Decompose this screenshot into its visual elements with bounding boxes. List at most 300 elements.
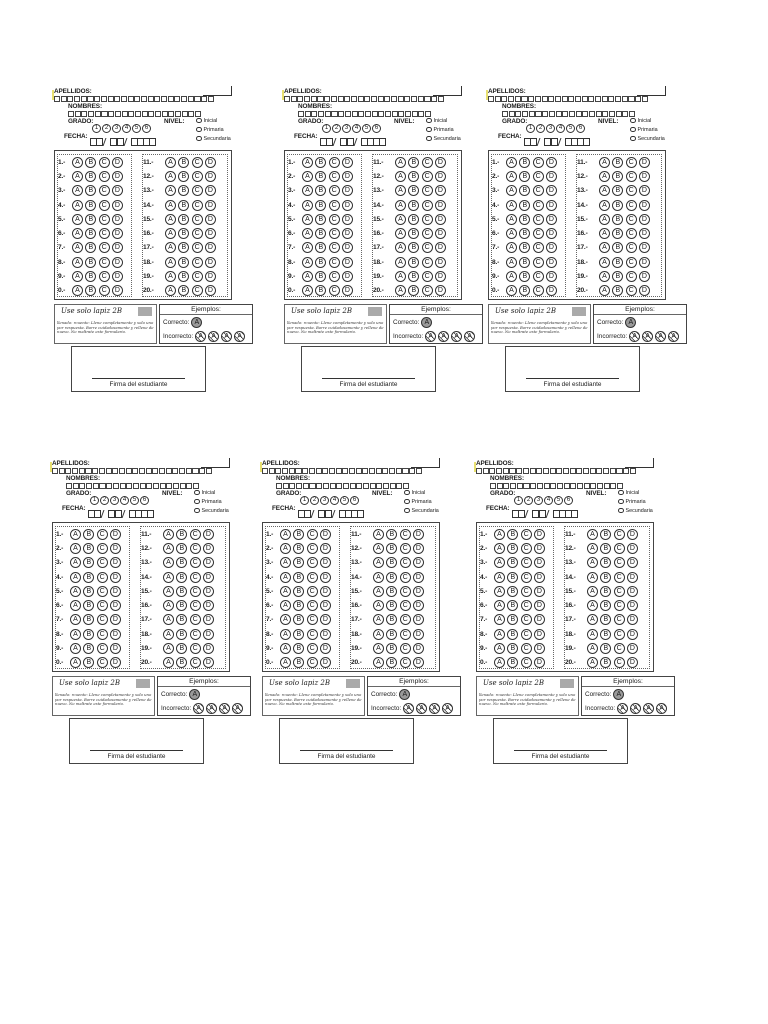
answer-bubble-c[interactable]: C (614, 600, 625, 611)
letter-box[interactable] (87, 96, 93, 102)
letter-box[interactable] (616, 468, 622, 474)
radio-circle[interactable] (426, 118, 432, 124)
answer-bubble-c[interactable]: C (307, 572, 318, 583)
letter-box[interactable] (398, 96, 404, 102)
answer-bubble-d[interactable]: D (342, 271, 353, 282)
answer-bubble-b[interactable]: B (293, 614, 304, 625)
answer-bubble-a[interactable]: A (302, 171, 313, 182)
letter-box[interactable] (510, 483, 516, 489)
letter-box[interactable] (528, 96, 534, 102)
answer-bubble-d[interactable]: D (320, 600, 331, 611)
answer-bubble-c[interactable]: C (422, 157, 433, 168)
answer-bubble-b[interactable]: B (519, 171, 530, 182)
grado-bubble[interactable]: 1 (526, 124, 535, 133)
letter-box[interactable] (166, 468, 172, 474)
answer-bubble-c[interactable]: C (614, 643, 625, 654)
answer-bubble-d[interactable]: D (112, 271, 123, 282)
answer-bubble-d[interactable]: D (110, 529, 121, 540)
letter-box[interactable] (352, 111, 358, 117)
answer-bubble-a[interactable]: A (395, 285, 406, 296)
letter-box[interactable] (317, 96, 323, 102)
letter-box[interactable] (596, 468, 602, 474)
letter-box[interactable] (564, 483, 570, 489)
answer-bubble-d[interactable]: D (534, 629, 545, 640)
answer-bubble-a[interactable]: A (587, 529, 598, 540)
nivel-option[interactable] (196, 116, 231, 125)
answer-bubble-a[interactable]: A (280, 557, 291, 568)
letter-box[interactable] (358, 96, 364, 102)
answer-bubble-d[interactable]: D (342, 185, 353, 196)
fecha-boxes[interactable] (298, 510, 364, 518)
answer-bubble-c[interactable]: C (626, 185, 637, 196)
answer-bubble-c[interactable]: C (329, 214, 340, 225)
letter-box[interactable] (146, 468, 152, 474)
answer-bubble-a[interactable]: A (494, 657, 505, 668)
letter-box[interactable] (296, 483, 302, 489)
answer-bubble-c[interactable]: C (97, 600, 108, 611)
answer-bubble-a[interactable]: A (587, 629, 598, 640)
date-box[interactable] (379, 138, 386, 146)
letter-box[interactable] (515, 96, 521, 102)
letter-box[interactable] (208, 96, 214, 102)
answer-bubble-a[interactable]: A (72, 214, 83, 225)
answer-bubble-c[interactable]: C (533, 285, 544, 296)
answer-bubble-c[interactable]: C (97, 586, 108, 597)
nivel-option[interactable] (194, 497, 229, 506)
answer-bubble-b[interactable]: B (176, 572, 187, 583)
letter-box[interactable] (596, 111, 602, 117)
answer-bubble-b[interactable]: B (176, 614, 187, 625)
answer-bubble-b[interactable]: B (507, 629, 518, 640)
letter-box[interactable] (86, 483, 92, 489)
answer-bubble-d[interactable]: D (627, 586, 638, 597)
answer-bubble-a[interactable]: A (163, 572, 174, 583)
answer-bubble-a[interactable]: A (373, 543, 384, 554)
answer-bubble-d[interactable]: D (435, 228, 446, 239)
answer-bubble-b[interactable]: B (85, 242, 96, 253)
letter-box[interactable] (378, 111, 384, 117)
answer-bubble-c[interactable]: C (422, 171, 433, 182)
answer-bubble-a[interactable]: A (163, 614, 174, 625)
letter-box[interactable] (188, 111, 194, 117)
letter-box[interactable] (59, 468, 65, 474)
answer-bubble-a[interactable]: A (395, 200, 406, 211)
answer-bubble-c[interactable]: C (97, 529, 108, 540)
answer-bubble-a[interactable]: A (163, 629, 174, 640)
answer-bubble-c[interactable]: C (99, 228, 110, 239)
answer-bubble-b[interactable]: B (176, 657, 187, 668)
letter-box[interactable] (362, 468, 368, 474)
answer-bubble-c[interactable]: C (99, 185, 110, 196)
letter-box[interactable] (325, 111, 331, 117)
letter-box[interactable] (615, 96, 621, 102)
answer-bubble-b[interactable]: B (315, 285, 326, 296)
answer-bubble-c[interactable]: C (307, 557, 318, 568)
nivel-option[interactable] (618, 506, 653, 515)
letter-box[interactable] (338, 111, 344, 117)
answer-bubble-a[interactable]: A (70, 614, 81, 625)
letter-box[interactable] (106, 483, 112, 489)
letter-box[interactable] (154, 96, 160, 102)
letter-box[interactable] (409, 468, 415, 474)
answer-bubble-a[interactable]: A (373, 586, 384, 597)
answer-bubble-c[interactable]: C (99, 285, 110, 296)
grado-bubble[interactable]: 2 (310, 496, 319, 505)
radio-circle[interactable] (618, 499, 624, 505)
letter-box[interactable] (402, 468, 408, 474)
answer-bubble-b[interactable]: B (85, 228, 96, 239)
answer-bubble-a[interactable]: A (163, 657, 174, 668)
letter-box[interactable] (179, 468, 185, 474)
answer-bubble-a[interactable]: A (587, 572, 598, 583)
answer-bubble-c[interactable]: C (400, 629, 411, 640)
letter-box[interactable] (101, 96, 107, 102)
letter-box[interactable] (382, 468, 388, 474)
answer-bubble-d[interactable]: D (435, 285, 446, 296)
letter-box[interactable] (153, 483, 159, 489)
answer-bubble-b[interactable]: B (600, 643, 611, 654)
radio-circle[interactable] (618, 508, 624, 514)
answer-bubble-b[interactable]: B (386, 529, 397, 540)
answer-bubble-b[interactable]: B (315, 185, 326, 196)
answer-bubble-b[interactable]: B (507, 557, 518, 568)
letter-box[interactable] (424, 96, 430, 102)
answer-bubble-a[interactable]: A (599, 257, 610, 268)
letter-box[interactable] (329, 468, 335, 474)
nivel-options[interactable] (630, 116, 665, 143)
letter-box[interactable] (173, 483, 179, 489)
answer-bubble-b[interactable]: B (85, 157, 96, 168)
letter-box[interactable] (142, 111, 148, 117)
radio-circle[interactable] (426, 136, 432, 142)
letter-box[interactable] (622, 111, 628, 117)
letter-box[interactable] (396, 468, 402, 474)
letter-box[interactable] (336, 483, 342, 489)
grado-bubbles[interactable] (526, 124, 586, 133)
answer-bubble-c[interactable]: C (192, 157, 203, 168)
letter-box[interactable] (602, 96, 608, 102)
answer-bubble-a[interactable]: A (373, 629, 384, 640)
answer-bubble-b[interactable]: B (176, 543, 187, 554)
nombres-boxes[interactable] (66, 483, 200, 489)
radio-circle[interactable] (194, 490, 200, 496)
letter-box[interactable] (575, 96, 581, 102)
answer-bubble-d[interactable]: D (320, 557, 331, 568)
letter-box[interactable] (115, 111, 121, 117)
letter-box[interactable] (516, 468, 522, 474)
answer-bubble-c[interactable]: C (329, 271, 340, 282)
letter-box[interactable] (576, 468, 582, 474)
answer-bubble-b[interactable]: B (293, 657, 304, 668)
letter-box[interactable] (622, 96, 628, 102)
letter-box[interactable] (522, 111, 528, 117)
answer-bubble-c[interactable]: C (97, 557, 108, 568)
letter-box[interactable] (412, 111, 418, 117)
answer-bubble-d[interactable]: D (546, 285, 557, 296)
answer-bubble-c[interactable]: C (400, 543, 411, 554)
answer-bubble-d[interactable]: D (413, 557, 424, 568)
answer-bubble-b[interactable]: B (83, 600, 94, 611)
answer-bubble-a[interactable]: A (280, 543, 291, 554)
answer-bubble-b[interactable]: B (600, 543, 611, 554)
letter-box[interactable] (582, 111, 588, 117)
answer-bubble-c[interactable]: C (190, 586, 201, 597)
answer-bubble-a[interactable]: A (165, 285, 176, 296)
answer-bubble-b[interactable]: B (408, 157, 419, 168)
letter-box[interactable] (81, 111, 87, 117)
letter-box[interactable] (543, 468, 549, 474)
answer-bubble-a[interactable]: A (373, 529, 384, 540)
answer-bubble-a[interactable]: A (373, 557, 384, 568)
radio-circle[interactable] (630, 127, 636, 133)
answer-bubble-c[interactable]: C (626, 242, 637, 253)
answer-bubble-d[interactable]: D (110, 600, 121, 611)
answer-bubble-c[interactable]: C (99, 214, 110, 225)
grado-bubbles[interactable] (514, 496, 574, 505)
answer-bubble-a[interactable]: A (302, 214, 313, 225)
signature-box[interactable] (493, 718, 628, 764)
answer-bubble-a[interactable]: A (280, 629, 291, 640)
answer-bubble-d[interactable]: D (534, 572, 545, 583)
letter-box[interactable] (509, 468, 515, 474)
answer-bubble-a[interactable]: A (72, 271, 83, 282)
answer-bubble-a[interactable]: A (494, 572, 505, 583)
answer-bubble-a[interactable]: A (70, 557, 81, 568)
answer-bubble-a[interactable]: A (163, 586, 174, 597)
answer-bubble-b[interactable]: B (293, 557, 304, 568)
answer-bubble-c[interactable]: C (626, 285, 637, 296)
answer-bubble-d[interactable]: D (112, 242, 123, 253)
letter-box[interactable] (52, 468, 58, 474)
answer-bubble-c[interactable]: C (422, 200, 433, 211)
letter-box[interactable] (603, 468, 609, 474)
answer-bubble-c[interactable]: C (521, 600, 532, 611)
letter-box[interactable] (398, 111, 404, 117)
radio-circle[interactable] (426, 127, 432, 133)
answer-bubble-d[interactable]: D (205, 271, 216, 282)
answer-bubble-d[interactable]: D (110, 643, 121, 654)
answer-bubble-b[interactable]: B (519, 200, 530, 211)
answer-bubble-c[interactable]: C (626, 200, 637, 211)
answer-bubble-d[interactable]: D (112, 171, 123, 182)
letter-box[interactable] (305, 111, 311, 117)
letter-box[interactable] (597, 483, 603, 489)
grado-bubble[interactable]: 3 (110, 496, 119, 505)
letter-box[interactable] (582, 96, 588, 102)
answer-bubble-b[interactable]: B (519, 257, 530, 268)
letter-box[interactable] (302, 468, 308, 474)
letter-box[interactable] (276, 483, 282, 489)
answer-bubble-a[interactable]: A (395, 242, 406, 253)
nivel-option[interactable] (196, 134, 231, 143)
answer-bubble-c[interactable]: C (329, 228, 340, 239)
answer-bubble-d[interactable]: D (205, 242, 216, 253)
letter-box[interactable] (642, 96, 648, 102)
answer-bubble-a[interactable]: A (599, 228, 610, 239)
letter-box[interactable] (316, 483, 322, 489)
answer-bubble-c[interactable]: C (521, 643, 532, 654)
answer-bubble-c[interactable]: C (307, 657, 318, 668)
nivel-option[interactable] (630, 134, 665, 143)
answer-bubble-b[interactable]: B (178, 271, 189, 282)
answer-bubble-b[interactable]: B (315, 171, 326, 182)
answer-bubble-d[interactable]: D (639, 242, 650, 253)
answer-bubble-a[interactable]: A (599, 285, 610, 296)
fecha-boxes[interactable] (512, 510, 578, 518)
answer-bubble-c[interactable]: C (521, 543, 532, 554)
answer-bubble-d[interactable]: D (203, 643, 214, 654)
answer-bubble-b[interactable]: B (408, 271, 419, 282)
answer-bubble-a[interactable]: A (70, 657, 81, 668)
letter-box[interactable] (370, 483, 376, 489)
answer-bubble-b[interactable]: B (507, 529, 518, 540)
answer-bubble-a[interactable]: A (302, 185, 313, 196)
letter-box[interactable] (418, 111, 424, 117)
answer-bubble-a[interactable]: A (72, 200, 83, 211)
date-box[interactable] (115, 510, 122, 518)
answer-bubble-a[interactable]: A (70, 543, 81, 554)
answer-bubble-d[interactable]: D (112, 214, 123, 225)
answer-bubble-a[interactable]: A (395, 228, 406, 239)
answer-bubble-d[interactable]: D (112, 257, 123, 268)
answer-bubble-b[interactable]: B (386, 557, 397, 568)
answer-bubble-b[interactable]: B (507, 600, 518, 611)
letter-box[interactable] (148, 96, 154, 102)
letter-box[interactable] (438, 96, 444, 102)
answer-bubble-a[interactable]: A (70, 529, 81, 540)
letter-box[interactable] (289, 483, 295, 489)
letter-box[interactable] (365, 111, 371, 117)
answer-bubble-d[interactable]: D (627, 629, 638, 640)
letter-box[interactable] (99, 468, 105, 474)
letter-box[interactable] (389, 468, 395, 474)
answer-bubble-d[interactable]: D (413, 600, 424, 611)
answer-bubble-c[interactable]: C (626, 214, 637, 225)
letter-box[interactable] (309, 483, 315, 489)
nivel-option[interactable] (194, 506, 229, 515)
letter-box[interactable] (128, 111, 134, 117)
answer-bubble-b[interactable]: B (293, 543, 304, 554)
letter-box[interactable] (330, 483, 336, 489)
fecha-boxes[interactable] (524, 138, 590, 146)
answer-bubble-b[interactable]: B (386, 572, 397, 583)
answer-bubble-c[interactable]: C (99, 257, 110, 268)
answer-bubble-a[interactable]: A (599, 157, 610, 168)
letter-box[interactable] (162, 111, 168, 117)
answer-bubble-a[interactable]: A (165, 214, 176, 225)
letter-box[interactable] (529, 111, 535, 117)
answer-bubble-b[interactable]: B (176, 629, 187, 640)
answer-bubble-d[interactable]: D (205, 157, 216, 168)
nivel-option[interactable] (196, 125, 231, 134)
answer-bubble-d[interactable]: D (342, 228, 353, 239)
answer-bubble-d[interactable]: D (110, 557, 121, 568)
answer-bubble-c[interactable]: C (626, 228, 637, 239)
letter-box[interactable] (602, 111, 608, 117)
answer-bubble-c[interactable]: C (307, 629, 318, 640)
answer-bubble-a[interactable]: A (280, 614, 291, 625)
letter-box[interactable] (562, 111, 568, 117)
radio-circle[interactable] (630, 118, 636, 124)
letter-box[interactable] (283, 483, 289, 489)
answer-bubble-d[interactable]: D (342, 285, 353, 296)
grado-bubble[interactable]: 6 (142, 124, 151, 133)
letter-box[interactable] (608, 96, 614, 102)
grado-bubbles[interactable] (300, 496, 360, 505)
answer-bubble-c[interactable]: C (192, 228, 203, 239)
letter-box[interactable] (181, 96, 187, 102)
letter-box[interactable] (120, 483, 126, 489)
radio-circle[interactable] (194, 508, 200, 514)
answer-bubble-b[interactable]: B (178, 285, 189, 296)
answer-bubble-c[interactable]: C (192, 171, 203, 182)
answer-bubble-d[interactable]: D (320, 572, 331, 583)
answer-bubble-d[interactable]: D (205, 200, 216, 211)
answer-bubble-a[interactable]: A (395, 157, 406, 168)
answer-bubble-a[interactable]: A (70, 586, 81, 597)
answer-bubble-d[interactable]: D (342, 214, 353, 225)
letter-box[interactable] (356, 468, 362, 474)
answer-bubble-d[interactable]: D (413, 629, 424, 640)
grado-bubble[interactable]: 3 (546, 124, 555, 133)
grado-bubble[interactable]: 6 (140, 496, 149, 505)
letter-box[interactable] (284, 96, 290, 102)
letter-box[interactable] (371, 96, 377, 102)
letter-box[interactable] (113, 483, 119, 489)
answer-bubble-a[interactable]: A (302, 242, 313, 253)
answer-bubble-b[interactable]: B (386, 600, 397, 611)
letter-box[interactable] (349, 468, 355, 474)
answer-bubble-d[interactable]: D (627, 572, 638, 583)
answer-bubble-c[interactable]: C (329, 257, 340, 268)
answer-bubble-a[interactable]: A (587, 643, 598, 654)
answer-bubble-d[interactable]: D (110, 543, 121, 554)
answer-bubble-d[interactable]: D (413, 543, 424, 554)
letter-box[interactable] (336, 468, 342, 474)
answer-bubble-d[interactable]: D (639, 257, 650, 268)
answer-bubble-d[interactable]: D (639, 285, 650, 296)
answer-bubble-d[interactable]: D (534, 529, 545, 540)
answer-bubble-d[interactable]: D (639, 214, 650, 225)
answer-bubble-a[interactable]: A (494, 643, 505, 654)
signature-box[interactable] (505, 346, 640, 392)
answer-bubble-a[interactable]: A (506, 157, 517, 168)
letter-box[interactable] (535, 111, 541, 117)
answer-bubble-d[interactable]: D (413, 643, 424, 654)
answer-bubble-c[interactable]: C (329, 200, 340, 211)
letter-box[interactable] (303, 483, 309, 489)
answer-bubble-b[interactable]: B (85, 200, 96, 211)
letter-box[interactable] (126, 483, 132, 489)
answer-bubble-b[interactable]: B (612, 242, 623, 253)
answer-bubble-a[interactable]: A (395, 185, 406, 196)
answer-bubble-a[interactable]: A (280, 657, 291, 668)
letter-box[interactable] (501, 96, 507, 102)
radio-circle[interactable] (404, 490, 410, 496)
letter-box[interactable] (66, 483, 72, 489)
letter-box[interactable] (523, 483, 529, 489)
answer-bubble-a[interactable]: A (70, 643, 81, 654)
letter-box[interactable] (508, 96, 514, 102)
answer-bubble-d[interactable]: D (342, 171, 353, 182)
answer-bubble-a[interactable]: A (587, 543, 598, 554)
answer-bubble-c[interactable]: C (400, 600, 411, 611)
letter-box[interactable] (549, 111, 555, 117)
answer-bubble-a[interactable]: A (506, 171, 517, 182)
answer-bubble-d[interactable]: D (546, 185, 557, 196)
grado-bubble[interactable]: 6 (372, 124, 381, 133)
answer-bubble-a[interactable]: A (302, 157, 313, 168)
